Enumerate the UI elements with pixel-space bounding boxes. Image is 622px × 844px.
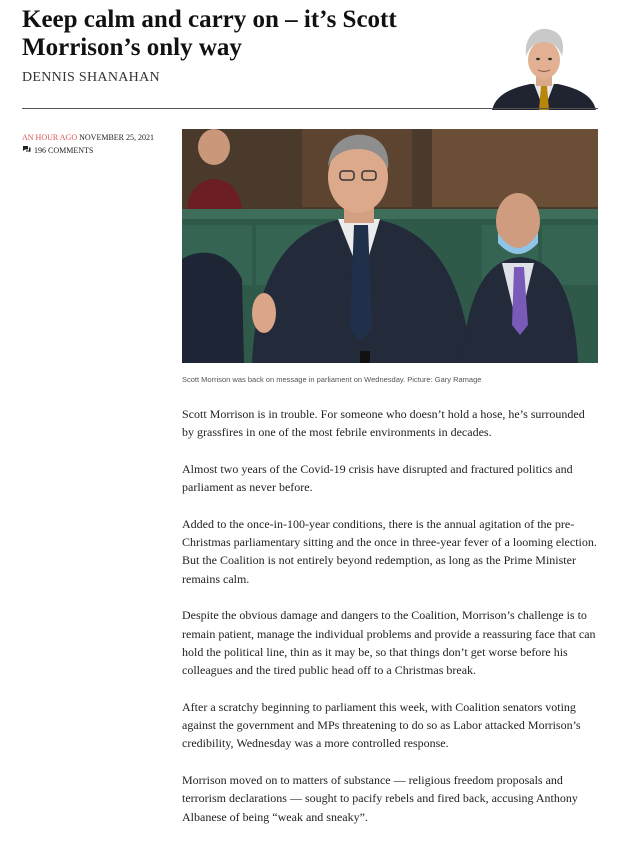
article-meta [22,131,154,157]
author-name[interactable]: DENNIS SHANAHAN [22,70,160,85]
paragraph: Scott Morrison is in trouble. For someone who doesn’t hold a hose, he’s surrounded by grassfires in one of the most febrile environments in decades. [182,407,585,440]
article-body [182,405,598,844]
image-caption: Scott Morrison was back on message in parliament on Wednesday. Picture: Gary Ramage [182,375,482,384]
published-time-ago: AN HOUR AGO [22,133,78,142]
paragraph: Morrison moved on to matters of substance — religious freedom proposals and terrorism declarations — sought to pacify rebels and fired back, accusing Anthony Albanese of being “weak and sneaky”. [182,772,578,824]
paragraph: After a scratchy beginning to parliament this week, with Coalition senators voting against the government and MPs threatening to do so as Labor attacked Morrison’s credibility, Wednesday was a more controlled response. [182,699,581,751]
article-headline[interactable]: Keep calm and carry on – it’s Scott Morrison’s only way [22,6,397,61]
paragraph: Despite the obvious damage and dangers to the Coalition, Morrison’s challenge is to remain patient, manage the individual problems and provide a reassuring face that can hold the political line, thin as it may be, so that things don’t get worse before his colleagues and the tired public head off to a Christmas break. [182,608,596,678]
comments-link[interactable] [22,144,154,157]
paragraph: Almost two years of the Covid-19 crisis have disrupted and fractured politics and parliament as never before. [182,461,573,495]
hero-image[interactable] [182,129,598,363]
author-avatar [490,24,598,110]
published-date: NOVEMBER 25, 2021 [79,133,155,142]
comment-bubble-icon [22,144,31,157]
comments-count[interactable]: 196 COMMENTS [34,146,94,155]
paragraph: Added to the once-in-100-year conditions, there is the annual agitation of the pre-Christmas parliamentary sitting and the once in three-year fever of a looming election. But the Coalition is not entirely beyond redemption, as long as the Prime Minister remains calm. [182,516,597,586]
header-divider [22,108,598,109]
